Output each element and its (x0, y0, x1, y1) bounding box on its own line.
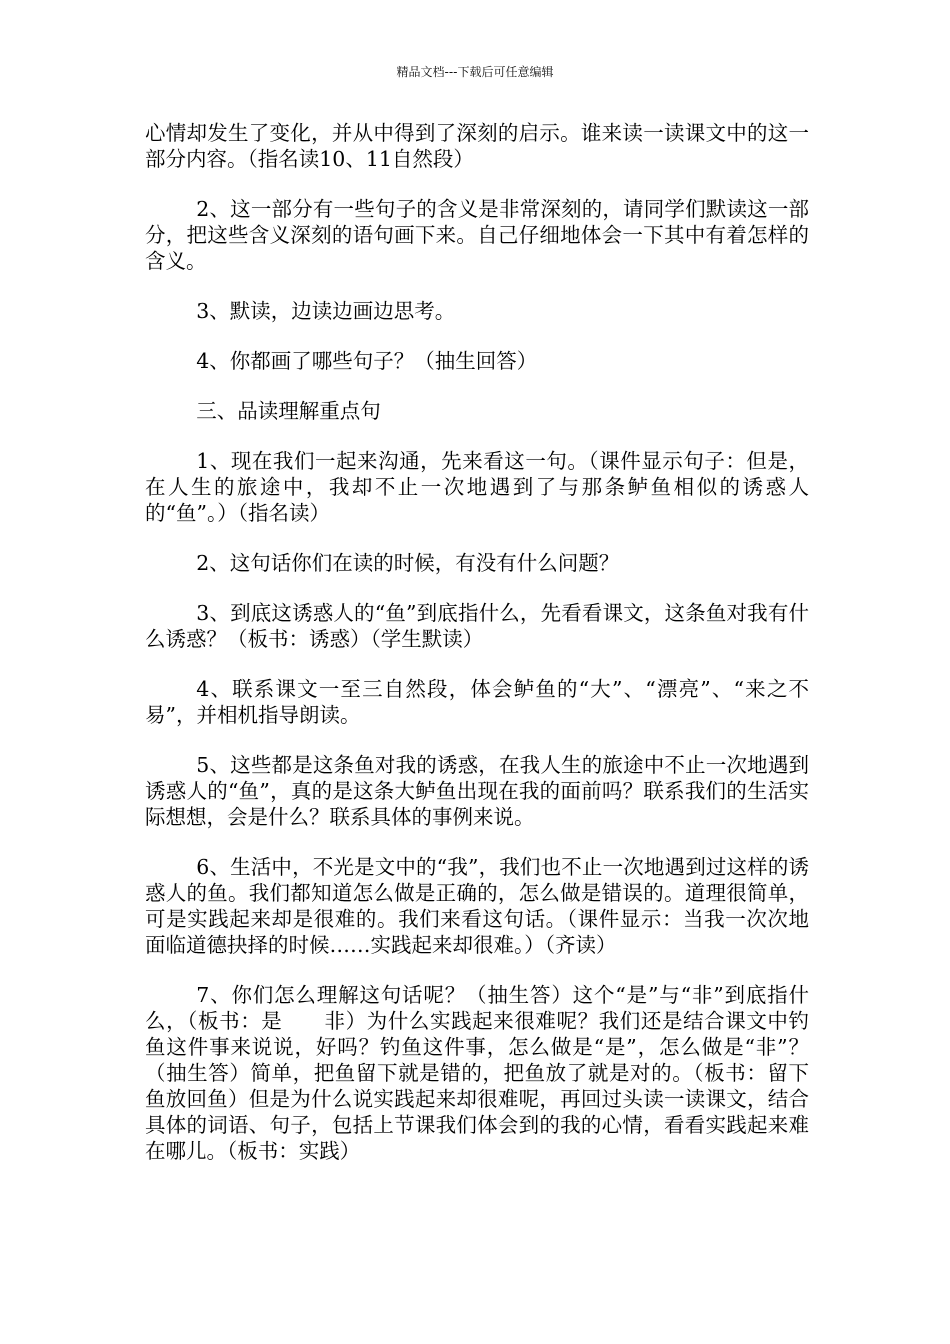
paragraph-10: 6、生活中，不光是文中的“我”，我们也不止一次地遇到过这样的诱惑人的鱼。我们都知道怎么做是正确的，怎么做是错误的。道理很简单，可是实践起来却是很难的。我们来看这句话。（课件显示：当我一次次地面临道德抉择的时候……实践起来却很难。）（齐读） (145, 855, 809, 957)
paragraph-8: 4、联系课文一至三自然段，体会鲈鱼的“大”、“漂亮”、“来之不易”，并相机指导朗读。 (145, 677, 809, 727)
paragraph-2: 2、这一部分有一些句子的含义是非常深刻的，请同学们默读这一部分，把这些含义深刻的语句画下来。自己仔细地体会一下其中有着怎样的含义。 (145, 197, 809, 273)
document-body (145, 120, 809, 1188)
paragraph-4: 4、你都画了哪些句子？（抽生回答） (196, 349, 538, 373)
paragraph-6: 2、这句话你们在读的时候，有没有什么问题？ (196, 551, 620, 575)
section-heading: 三、品读理解重点句 (196, 399, 381, 423)
paragraph-7: 3、到底这诱惑人的“鱼”到底指什么，先看看课文，这条鱼对我有什么诱惑？（板书：诱惑）（学生默读） (145, 601, 809, 651)
paragraph-1: 心情却发生了变化，并从中得到了深刻的启示。谁来读一读课文中的这一部分内容。（指名读10、11自然段） (145, 121, 809, 171)
paragraph-5: 1、现在我们一起来沟通，先来看这一句。（课件显示句子：但是，在人生的旅途中，我却不止一次地遇到了与那条鲈鱼相似的诱惑人的“鱼”。）（指名读） (145, 449, 809, 525)
page-header: 精品文档---下载后可任意编辑 (396, 65, 554, 79)
paragraph-9: 5、这些都是这条鱼对我的诱惑，在我人生的旅途中不止一次地遇到诱惑人的“鱼”，真的是这条大鲈鱼出现在我的面前吗？联系我们的生活实际想想，会是什么？联系具体的事例来说。 (145, 753, 809, 829)
paragraph-3: 3、默读，边读边画边思考。 (196, 299, 456, 323)
paragraph-11: 7、你们怎么理解这句话呢？（抽生答）这个“是”与“非”到底指什么，（板书：是 非）为什么实践起来很难呢？我们还是结合课文中钓鱼这件事来说说，好吗？钓鱼这件事，怎么做是“是”，怎么做是“非”？（抽生答）简单，把鱼留下就是错的，把鱼放了就是对的。（板书：留下鱼放回鱼）但是为什么说实践起来却很难呢，再回过头读一读课文，结合具体的词语、句子，包括上节课我们体会到的我的心情，看看实践起来难在哪儿。（板书：实践） (145, 983, 809, 1163)
